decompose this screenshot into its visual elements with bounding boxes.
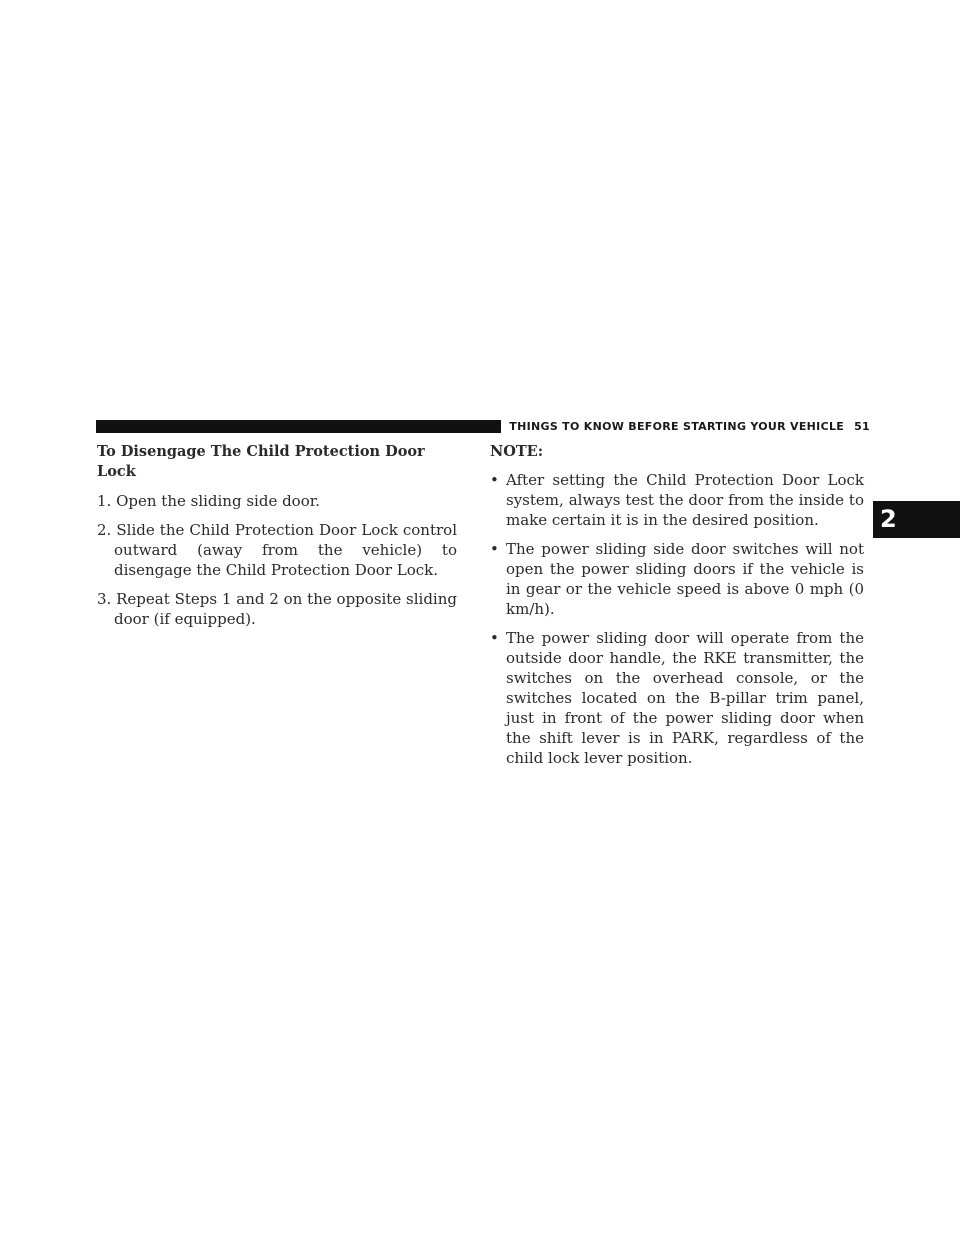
bullet-icon: •	[490, 629, 499, 647]
right-column	[490, 442, 864, 777]
section-heading: To Disengage The Child Protection Door Lock	[97, 443, 425, 480]
header-title-block	[501, 419, 870, 434]
chapter-tab: 2	[873, 501, 960, 538]
note-bullet-text: The power sliding door will operate from the outside door handle, the RKE transmitter, the switches on the overhead console, or the switches located on the B-pillar trim panel, just in front of the power sliding door when the shift lever is in PARK, regardless of the child lock lever position.	[506, 629, 864, 767]
note-bullet-text: The power sliding side door switches will not open the power sliding doors if the vehicle is in gear or the vehicle speed is above 0 mph (0 km/h).	[506, 540, 864, 618]
note-bullet-text: After setting the Child Protection Door Lock system, always test the door from the inside to make certain it is in the desired position.	[506, 471, 864, 529]
note-bullet	[490, 628, 864, 768]
bullet-icon: •	[490, 540, 499, 558]
page-number: 51	[854, 420, 870, 433]
header-rule	[96, 420, 496, 433]
note-bullet	[490, 470, 864, 530]
note-heading: NOTE:	[490, 443, 544, 460]
step-item: 2. Slide the Child Protection Door Lock control outward (away from the vehicle) to disengage the Child Protection Door Lock.	[97, 521, 457, 579]
running-header-title: THINGS TO KNOW BEFORE STARTING YOUR VEHICLE	[509, 420, 845, 433]
left-column	[97, 442, 457, 638]
step-item: 3. Repeat Steps 1 and 2 on the opposite sliding door (if equipped).	[97, 590, 457, 628]
page-header	[96, 420, 870, 433]
step-item: 1. Open the sliding side door.	[97, 492, 321, 510]
note-bullet	[490, 539, 864, 619]
bullet-icon: •	[490, 471, 499, 489]
